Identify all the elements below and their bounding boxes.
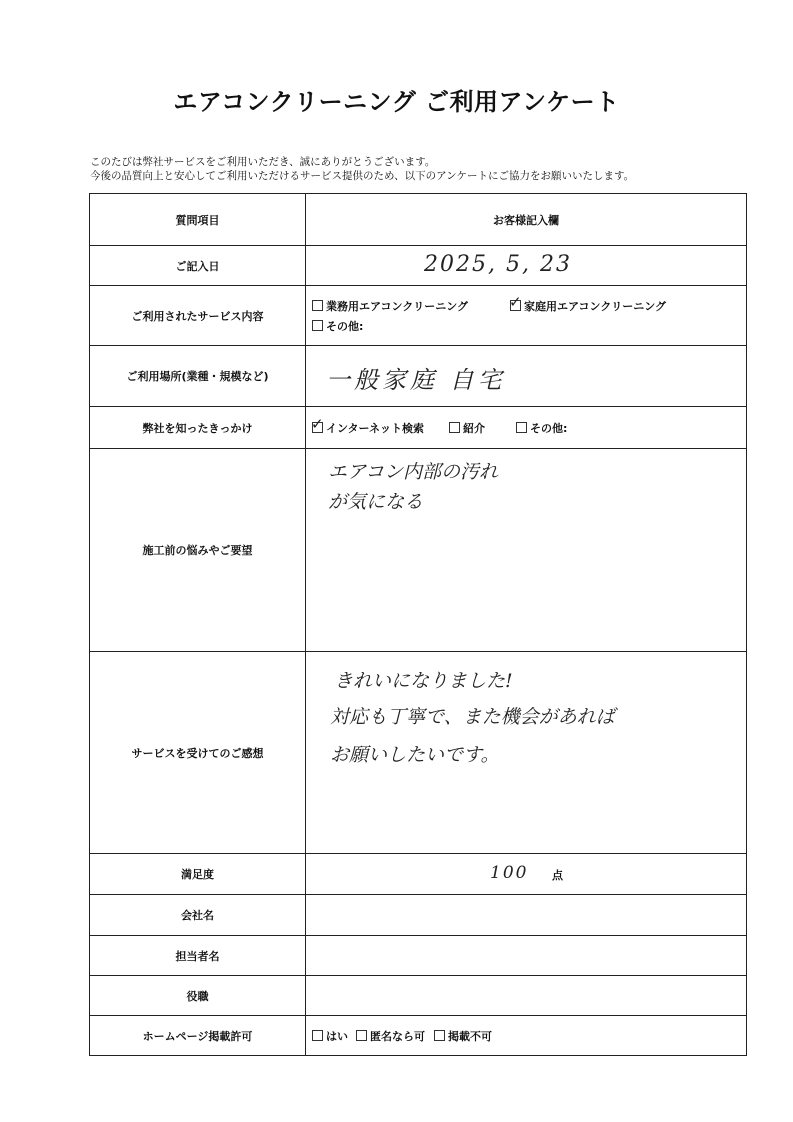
header-question: 質問項目 xyxy=(90,194,306,245)
concerns-field[interactable] xyxy=(306,449,746,651)
homepage-option-no[interactable]: 掲載不可 xyxy=(434,1028,492,1044)
satisfaction-unit: 点 xyxy=(552,869,563,882)
checked-checkbox-icon[interactable]: ✓ xyxy=(311,415,324,433)
feedback-label: サービスを受けてのご感想 xyxy=(90,652,306,853)
service-option-other[interactable]: その他: xyxy=(312,318,363,334)
survey-table xyxy=(89,193,747,1056)
checkbox-icon[interactable] xyxy=(312,300,323,311)
intro-line: 今後の品質向上と安心してご利用いただけるサービス提供のため、以下のアンケートにご協力をお願いいたします。 xyxy=(90,170,635,182)
homepage-row xyxy=(90,1016,746,1055)
concerns-line: が気になる xyxy=(328,491,424,513)
trigger-option-referral[interactable]: 紹介 xyxy=(449,420,485,436)
company-label: 会社名 xyxy=(90,895,306,935)
service-field xyxy=(306,286,746,345)
feedback-field[interactable] xyxy=(306,652,746,853)
feedback-line: お願いしたいです。 xyxy=(330,744,500,766)
checkbox-icon[interactable] xyxy=(312,320,323,331)
table-header-row xyxy=(90,194,746,246)
person-field[interactable] xyxy=(306,936,746,975)
satisfaction-field[interactable] xyxy=(306,854,746,894)
checkbox-icon[interactable] xyxy=(356,1030,367,1041)
place-value: 一般家庭 自宅 xyxy=(326,366,506,394)
concerns-label: 施工前の悩みやご要望 xyxy=(90,449,306,651)
checkbox-icon[interactable] xyxy=(312,1030,323,1041)
checkbox-icon[interactable] xyxy=(449,422,460,433)
service-row xyxy=(90,286,746,346)
satisfaction-row xyxy=(90,854,746,895)
concerns-row xyxy=(90,449,746,652)
service-label: ご利用されたサービス内容 xyxy=(90,286,306,345)
date-value: 2025, 5, 23 xyxy=(424,252,572,277)
service-option-business[interactable]: 業務用エアコンクリーニング xyxy=(312,298,468,314)
checkbox-icon[interactable] xyxy=(434,1030,445,1041)
person-row xyxy=(90,936,746,976)
feedback-line: きれいになりました! xyxy=(334,670,513,692)
homepage-label: ホームページ掲載許可 xyxy=(90,1016,306,1055)
trigger-option-internet[interactable]: ✓ インターネット検索 xyxy=(311,415,425,435)
place-label: ご利用場所(業種・規模など) xyxy=(90,346,306,406)
trigger-row xyxy=(90,407,746,449)
company-row xyxy=(90,895,746,936)
position-row xyxy=(90,976,746,1016)
intro-text xyxy=(90,155,634,183)
checked-checkbox-icon[interactable]: ✓ xyxy=(509,293,522,311)
company-field[interactable] xyxy=(306,895,746,935)
service-option-home[interactable]: ✓ 家庭用エアコンクリーニング xyxy=(509,293,667,313)
date-row xyxy=(90,246,746,286)
homepage-option-anonymous[interactable]: 匿名なら可 xyxy=(356,1028,425,1044)
position-label: 役職 xyxy=(90,976,306,1015)
satisfaction-value: 100 xyxy=(490,863,529,883)
feedback-line: 対応も丁寧で、また機会があれば xyxy=(330,706,615,728)
person-label: 担当者名 xyxy=(90,936,306,975)
position-field[interactable] xyxy=(306,976,746,1015)
trigger-field xyxy=(306,407,746,448)
place-row xyxy=(90,346,746,407)
feedback-row xyxy=(90,652,746,854)
date-label: ご記入日 xyxy=(90,246,306,285)
intro-line: このたびは弊社サービスをご利用いただき、誠にありがとうございます。 xyxy=(90,156,436,168)
concerns-line: エアコン内部の汚れ xyxy=(328,461,499,483)
trigger-option-other[interactable]: その他: xyxy=(516,420,567,436)
checkbox-icon[interactable] xyxy=(516,422,527,433)
place-field[interactable] xyxy=(306,346,746,406)
satisfaction-label: 満足度 xyxy=(90,854,306,894)
page-title: エアコンクリーニング ご利用アンケート xyxy=(173,88,620,116)
header-answer: お客様記入欄 xyxy=(493,213,559,227)
date-field[interactable] xyxy=(306,246,746,285)
homepage-option-yes[interactable]: はい xyxy=(312,1028,348,1044)
homepage-field xyxy=(306,1016,746,1055)
trigger-label: 弊社を知ったきっかけ xyxy=(90,407,306,448)
